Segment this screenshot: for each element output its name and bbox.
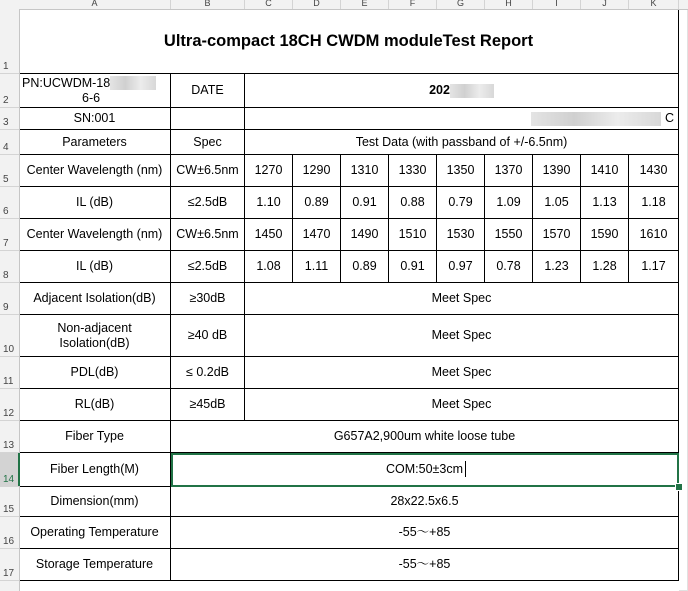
date-value-cell[interactable] [245,74,679,108]
column-header-i[interactable]: I [533,0,581,9]
spec-row_cw2[interactable]: CW±6.5nm [171,219,245,251]
value-cell[interactable]: 1330 [389,155,437,187]
row-header-9[interactable] [0,283,19,315]
value-cell[interactable]: 1590 [581,219,629,251]
serial-number[interactable]: SN:001 [19,108,171,130]
value-cell[interactable]: 1.17 [629,251,679,283]
spec-pdl[interactable]: ≤ 0.2dB [171,357,245,389]
row-number: 17 [3,568,15,579]
column-header-f[interactable]: F [389,0,437,9]
param-pdl[interactable]: PDL(dB) [19,357,171,389]
row-number: 8 [3,270,9,281]
value-cell[interactable]: 1.11 [293,251,341,283]
column-header-d[interactable]: D [293,0,341,9]
row-number: 1 [3,61,9,72]
spec-row_il2[interactable]: ≤2.5dB [171,251,245,283]
part-number-suffix: 6-6 [82,90,101,105]
value-cell[interactable]: 1510 [389,219,437,251]
row-number: 7 [3,238,9,249]
part-number-cell[interactable] [19,74,171,108]
date-label[interactable]: DATE [171,74,245,108]
value-cell[interactable]: 1410 [581,155,629,187]
param-row_cw2[interactable]: Center Wavelength (nm) [19,219,171,251]
row-header-7[interactable] [0,219,19,251]
value-cell[interactable]: 0.88 [389,187,437,219]
row-number: 11 [3,376,14,387]
value-cell[interactable]: 1350 [437,155,485,187]
param-nonadjacent-line2: Isolation(dB) [59,335,130,350]
value-cell[interactable]: 1450 [245,219,293,251]
row-number: 5 [3,174,9,185]
value-cell[interactable]: 1570 [533,219,581,251]
value-cell[interactable]: 1.08 [245,251,293,283]
value-cell[interactable]: 1550 [485,219,533,251]
spec-row_il1[interactable]: ≤2.5dB [171,187,245,219]
row-number: 15 [3,504,15,515]
row-number: 4 [3,142,9,153]
date-value-text: 202 [429,83,450,97]
report-title[interactable]: Ultra-compact 18CH CWDM moduleTest Report [19,9,679,74]
spec-nonadjacent[interactable]: ≥40 dB [171,315,245,357]
param-dimension[interactable]: Dimension(mm) [19,487,171,517]
row-header-4[interactable] [0,130,19,155]
value-cell[interactable]: 1490 [341,219,389,251]
value-cell[interactable]: 0.91 [341,187,389,219]
value-cell[interactable]: 0.89 [293,187,341,219]
value-operating-temp[interactable]: -55～+85 [171,517,679,549]
text-cursor [465,461,466,477]
param-row_il2[interactable]: IL (dB) [19,251,171,283]
part-number-text: PN:UCWDM-18 [22,75,111,90]
value-cell[interactable]: 1470 [293,219,341,251]
spec-row_cw1[interactable]: CW±6.5nm [171,155,245,187]
row-number: 14 [3,474,15,485]
column-header-e[interactable]: E [341,0,389,9]
row-header-11[interactable] [0,357,19,389]
value-fiber-type[interactable]: G657A2,900um white loose tube [171,421,679,453]
column-header-bar [0,0,688,10]
value-cell[interactable]: 1310 [341,155,389,187]
serial-spec-empty[interactable] [171,108,245,130]
serial-extra-cell[interactable] [245,108,679,130]
row-header-bar [0,9,20,591]
row-header-14[interactable] [0,453,19,487]
row-header-10[interactable] [0,315,19,357]
fill-handle[interactable] [675,483,683,491]
value-cell[interactable]: 1610 [629,219,679,251]
value-cell[interactable]: 1.10 [245,187,293,219]
value-cell[interactable]: 1370 [485,155,533,187]
column-header-g[interactable]: G [437,0,485,9]
row-number: 3 [3,117,9,128]
value-cell[interactable]: 1.23 [533,251,581,283]
param-fiber-length[interactable]: Fiber Length(M) [19,453,171,487]
row-number: 16 [3,536,15,547]
row-header-12[interactable] [0,389,19,421]
result-pdl[interactable]: Meet Spec [245,357,679,389]
row-header-16[interactable] [0,517,19,549]
row-number: 6 [3,206,9,217]
row-header-15[interactable] [0,487,19,517]
value-cell[interactable]: 1270 [245,155,293,187]
param-nonadjacent[interactable] [19,315,171,357]
value-cell[interactable]: 1390 [533,155,581,187]
value-cell[interactable]: 1.09 [485,187,533,219]
part-number-line [22,76,156,91]
spec-rl[interactable]: ≥45dB [171,389,245,421]
row-header-6[interactable] [0,187,19,219]
param-row_il1[interactable]: IL (dB) [19,187,171,219]
row-header-8[interactable] [0,251,19,283]
param-rl[interactable]: RL(dB) [19,389,171,421]
result-rl[interactable]: Meet Spec [245,389,679,421]
row-number: 9 [3,302,9,313]
column-header-b[interactable]: B [171,0,245,9]
column-header-h[interactable]: H [485,0,533,9]
value-cell[interactable]: 0.97 [437,251,485,283]
value-dimension[interactable]: 28x22.5x6.5 [171,487,679,517]
value-cell[interactable]: 1.05 [533,187,581,219]
row-header-17[interactable] [0,549,19,581]
test-data-header[interactable]: Test Data (with passband of +/-6.5nm) [245,130,679,155]
row-header-1[interactable] [0,9,19,74]
param-adjacent[interactable]: Adjacent Isolation(dB) [19,283,171,315]
result-adjacent[interactable]: Meet Spec [245,283,679,315]
row-number: 13 [3,440,15,451]
value-cell[interactable]: 1.13 [581,187,629,219]
value-cell[interactable]: 0.78 [485,251,533,283]
value-cell[interactable]: 1290 [293,155,341,187]
column-header-c[interactable]: C [245,0,293,9]
row-number: 12 [3,408,15,419]
serial-extra-text: C [664,111,674,125]
value-cell[interactable]: 1530 [437,219,485,251]
value-cell[interactable]: 1.28 [581,251,629,283]
result-nonadjacent[interactable]: Meet Spec [245,315,679,357]
redacted-date [450,84,494,98]
parameters-header[interactable]: Parameters [19,130,171,155]
param-row_cw1[interactable]: Center Wavelength (nm) [19,155,171,187]
param-fiber-type[interactable]: Fiber Type [19,421,171,453]
blank-column-area [679,9,688,591]
value-fiber-length[interactable]: COM:50±3cm [171,453,679,487]
row-number: 2 [3,95,9,106]
redacted-part-number [110,76,156,90]
row-header-3[interactable] [0,108,19,130]
column-header-j[interactable]: J [581,0,629,9]
row-number: 10 [3,344,15,355]
row-header-2[interactable] [0,74,19,108]
value-cell[interactable]: 0.91 [389,251,437,283]
value-cell[interactable]: 0.79 [437,187,485,219]
row-header-5[interactable] [0,155,19,187]
value-cell[interactable]: 1430 [629,155,679,187]
param-nonadjacent-line1: Non-adjacent [57,320,132,335]
column-header-a[interactable]: A [19,0,171,9]
spec-header[interactable]: Spec [171,130,245,155]
redacted-serial-extra [531,112,661,126]
value-storage-temp[interactable]: -55～+85 [171,549,679,581]
column-header-k[interactable]: K [629,0,679,9]
spec-adjacent[interactable]: ≥30dB [171,283,245,315]
param-storage-temp[interactable]: Storage Temperature [19,549,171,581]
row-header-13[interactable] [0,421,19,453]
value-cell[interactable]: 0.89 [341,251,389,283]
value-cell[interactable]: 1.18 [629,187,679,219]
param-operating-temp[interactable]: Operating Temperature [19,517,171,549]
